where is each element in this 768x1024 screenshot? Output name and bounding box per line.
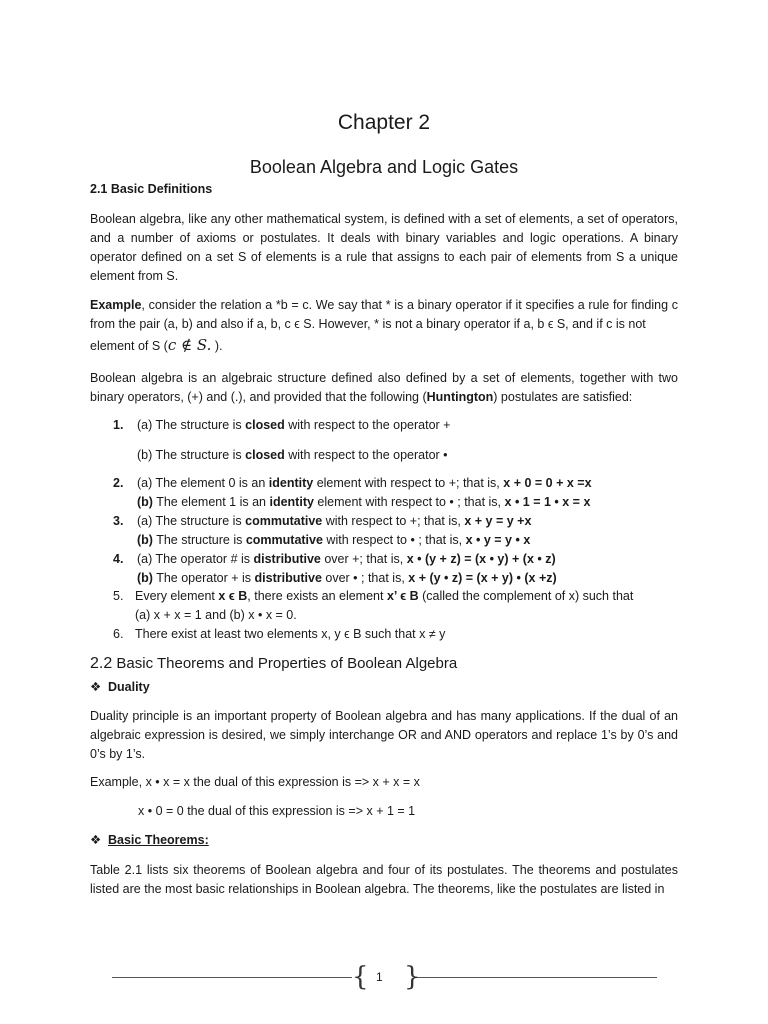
postulate-1b: (b) The structure is closed with respect to the operator • (137, 448, 448, 462)
paragraph-duality: Duality principle is an important property of Boolean algebra and has many applications. If the dual of an algebraic expression is desired, we simply interchange OR and AND operators and replace 1’s by 0’s and 0’s by 1’s. (90, 709, 678, 761)
page-title: Boolean Algebra and Logic Gates (249, 157, 519, 177)
example-label: Example (90, 298, 142, 312)
footer-brace-right: } (404, 962, 421, 992)
postulate-4b: (b) The operator + is distributive over • ; that is, x + (y • z) = (x + y) • (x +z) (137, 571, 557, 585)
duality-label: Duality (108, 680, 150, 694)
basic-theorems-heading (90, 832, 209, 847)
section-number: 2.2 (90, 655, 113, 672)
example-line3-end: ). (211, 339, 223, 353)
section-title: Basic Theorems and Properties of Boolean Algebra (112, 655, 458, 672)
paragraph-huntington (90, 369, 678, 407)
list-number: 1. (113, 418, 124, 432)
section-heading-2-2 (90, 655, 457, 673)
chapter-heading: Chapter 2 (337, 111, 431, 134)
postulate-5a: Every element x ϵ B, there exists an element x’ ϵ B (called the complement of x) such that (135, 589, 634, 603)
page-number: 1 (376, 970, 383, 984)
footer-rule-left (112, 977, 352, 978)
list-number: 5. (113, 589, 124, 603)
paragraph-definition: Boolean algebra, like any other mathematical system, is defined with a set of elements, a set of operators, and a number of axioms or postulates. It deals with binary variables and logic operations. A binary operator defined on a set S of elements is a rule that assigns to each pair of elements from S a unique element from S. (90, 212, 678, 283)
footer-brace-left: { (352, 962, 369, 992)
list-number: 3. (113, 514, 124, 528)
example-duality-2: x • 0 = 0 the dual of this expression is => x + 1 = 1 (138, 804, 416, 818)
paragraph-example (90, 296, 678, 334)
postulate-5b: (a) x + x = 1 and (b) x • x = 0. (135, 608, 297, 622)
example-duality-1: Example, x • x = x the dual of this expression is => x + x = x (90, 775, 420, 789)
paragraph-theorems: Table 2.1 lists six theorems of Boolean algebra and four of its postulates. The theorems and postulates listed are the most basic relationships in Boolean algebra. The theorems, like the postulates are listed in (90, 863, 678, 896)
postulate-3a: (a) The structure is commutative with respect to +; that is, x + y = y +x (137, 514, 532, 528)
list-number: 6. (113, 627, 124, 641)
postulate-3b: (b) The structure is commutative with respect to • ; that is, x • y = y • x (137, 533, 531, 547)
handwritten-formula: c ∉ S. (167, 336, 212, 354)
postulate-1a: (a) The structure is closed with respect to the operator + (137, 418, 451, 432)
footer-rule-right (414, 977, 657, 978)
postulate-2a: (a) The element 0 is an identity element with respect to +; that is, x + 0 = 0 + x =x (137, 476, 592, 490)
list-number: 2. (113, 476, 124, 490)
huntington-text-a: Boolean algebra is an algebraic structure defined also defined by a set of elements, together with two binary operators, (+) and (.), and provided that the following ( (90, 371, 678, 404)
diamond-bullet-icon: ❖ (90, 833, 102, 847)
duality-heading (90, 679, 150, 694)
huntington-text-b: ) postulates are satisfied: (493, 390, 633, 404)
example-text: , consider the relation a *b = c. We say that * is a binary operator if it specifies a rule for finding c from the pair (a, b) and also if a, b, c ϵ S. However, * is not a binary operator if a, b ϵ S, and if c is not (90, 298, 678, 331)
example-line-3 (90, 336, 223, 356)
diamond-bullet-icon: ❖ (90, 680, 102, 694)
example-line3-start: element of S ( (90, 339, 168, 353)
list-number: 4. (113, 552, 124, 566)
section-heading-2-1: 2.1 Basic Definitions (90, 182, 213, 196)
postulate-4a: (a) The operator # is distributive over +; that is, x • (y + z) = (x • y) + (x • z) (137, 552, 556, 566)
huntington-bold: Huntington (426, 390, 494, 404)
basic-theorems-label: Basic Theorems: (108, 833, 209, 847)
postulate-6: There exist at least two elements x, y ϵ B such that x ≠ y (135, 627, 446, 641)
postulate-2b: (b) The element 1 is an identity element with respect to • ; that is, x • 1 = 1 • x = x (137, 495, 591, 509)
